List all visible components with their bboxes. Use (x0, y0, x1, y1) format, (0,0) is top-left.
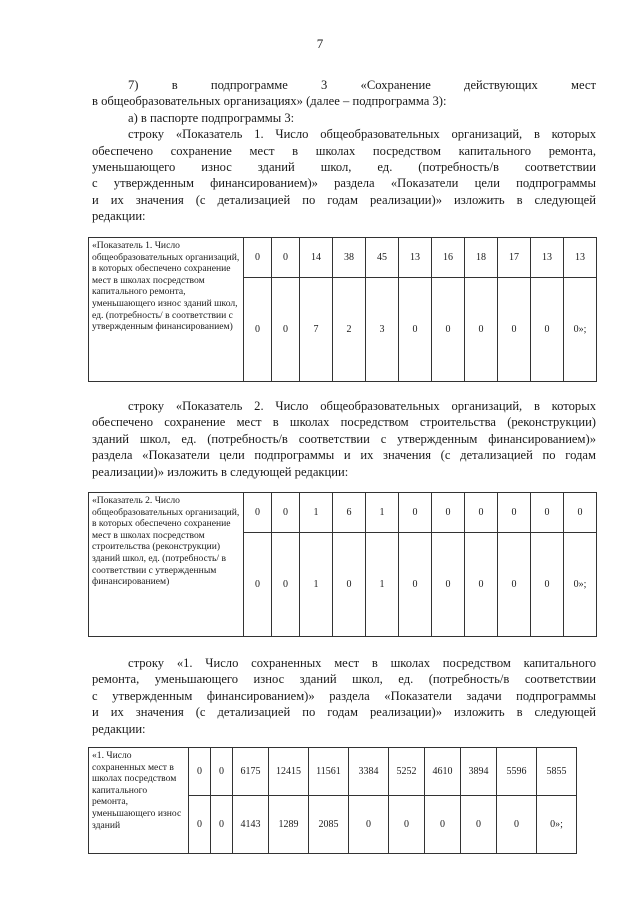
table-cell: 0 (399, 533, 432, 637)
table-cell: 0 (432, 278, 465, 382)
text-line: обеспечено сохранение мест в школах посредством капитального ремонта, (92, 143, 596, 158)
table-cell: 5252 (389, 748, 425, 796)
text-line: строку «1. Число сохраненных мест в школах посредством капитального (128, 656, 596, 670)
table-cell: 0»; (564, 533, 597, 637)
table-cell: 0 (399, 493, 432, 533)
text-line: обеспечено сохранение мест в школах посредством строительства (реконструкции) (92, 415, 596, 430)
text-line: ремонта, уменьшающего износ зданий школ, ед. (потребность/в соответствии (92, 672, 596, 687)
table-cell: 0 (531, 533, 564, 637)
table-cell: 3 (366, 278, 399, 382)
table-cell: 17 (498, 238, 531, 278)
table-cell: 0 (498, 278, 531, 382)
table-cell: 4143 (233, 796, 269, 854)
table-cell: 5596 (497, 748, 537, 796)
table-cell: 0 (272, 278, 300, 382)
table-cell: 45 (366, 238, 399, 278)
table-cell: 11561 (309, 748, 349, 796)
text-line: и их значения (с детализацией по годам реализации)» изложить в следующей (92, 705, 596, 720)
table-cell: 18 (465, 238, 498, 278)
table-cell: 1 (366, 533, 399, 637)
table-cell: 0 (425, 796, 461, 854)
table-cell: 0 (465, 533, 498, 637)
table-cell: 14 (300, 238, 333, 278)
table-cell: 0 (432, 493, 465, 533)
text-line: а) в паспорте подпрограммы 3: (128, 110, 295, 125)
text-line: реализации)» изложить в следующей редакции: (92, 464, 349, 479)
table-cell: 0»; (564, 278, 597, 382)
table-cell: 0 (211, 796, 233, 854)
table-cell: 6175 (233, 748, 269, 796)
table-cell: 4610 (425, 748, 461, 796)
table-cell: 13 (399, 238, 432, 278)
table-cell: 0 (399, 278, 432, 382)
table-cell: 0 (244, 238, 272, 278)
table-cell: 12415 (269, 748, 309, 796)
table-cell: 7 (300, 278, 333, 382)
table-cell: 0 (461, 796, 497, 854)
text-line: строку «Показатель 2. Число общеобразовательных организаций, в которых (128, 399, 596, 413)
text-line: с утвержденным финансированием)» раздела «Показатели задачи подпрограммы (92, 688, 596, 703)
table-cell: 6 (333, 493, 366, 533)
text-line: и их значения (с детализацией по годам реализации)» изложить в следующей (92, 192, 596, 207)
text-line: редакции: (92, 721, 146, 736)
table-cell: 0»; (537, 796, 577, 854)
table-cell: 0 (498, 533, 531, 637)
table-cell: 0 (272, 493, 300, 533)
text-line: 7) в подпрограмме 3 «Сохранение действующих мест (128, 78, 596, 92)
table-cell: 0 (333, 533, 366, 637)
table-cell: 2085 (309, 796, 349, 854)
text-line: строку «Показатель 1. Число общеобразовательных организаций, в которых (128, 127, 596, 142)
table-cell: 0 (531, 278, 564, 382)
paragraph-1 (92, 77, 596, 225)
page-number: 7 (316, 36, 324, 51)
table-cell: 0 (189, 796, 211, 854)
indicator-label: «Показатель 1. Число общеобразовательных организаций, в которых обеспечено сохранение мест в школах посредством капитального ремонта, уменьшающего износ зданий школ, ед. (потребность/ в соответствии с утвержденным финансированием) (89, 238, 244, 382)
table-cell: 0 (244, 278, 272, 382)
table-cell: 0 (465, 278, 498, 382)
table-cell: 5855 (537, 748, 577, 796)
text-line: с утвержденным финансированием)» раздела «Показатели цели подпрограммы (92, 176, 596, 191)
table-cell: 0 (465, 493, 498, 533)
table-cell: 1 (366, 493, 399, 533)
indicator-label: «Показатель 2. Число общеобразовательных организаций, в которых обеспечено сохранение мест в школах посредством строительства (реконструкции) зданий школ, ед. (потребность/ в соответствии с утвержденным финансированием) (89, 493, 244, 637)
table-cell: 0 (211, 748, 233, 796)
indicator-label: «1. Число сохраненных мест в школах посредством капитального ремонта, уменьшающего износ зданий (89, 748, 189, 854)
table-cell: 16 (432, 238, 465, 278)
table-cell: 1 (300, 533, 333, 637)
text-line: в общеобразовательных организациях» (далее – подпрограмма 3): (92, 94, 447, 109)
paragraph-2 (92, 398, 596, 480)
table-cell: 13 (564, 238, 597, 278)
table-cell: 0 (272, 533, 300, 637)
paragraph-3 (92, 655, 596, 737)
table-cell: 0 (244, 493, 272, 533)
table-cell: 0 (564, 493, 597, 533)
table-cell: 0 (498, 493, 531, 533)
table-cell: 3894 (461, 748, 497, 796)
table-cell: 3384 (349, 748, 389, 796)
table-cell: 13 (531, 238, 564, 278)
table-cell: 1289 (269, 796, 309, 854)
text-line: уменьшающего износ зданий школ, ед. (потребность/в соответствии (92, 160, 596, 175)
table-cell: 0 (389, 796, 425, 854)
table-cell: 1 (300, 493, 333, 533)
table-cell: 0 (349, 796, 389, 854)
text-line: зданий школ, ед. (потребность/в соответствии с утвержденным финансированием)» (92, 431, 596, 446)
table-cell: 38 (333, 238, 366, 278)
table-cell: 0 (432, 533, 465, 637)
table-cell: 0 (272, 238, 300, 278)
indicator-table-3 (88, 747, 577, 854)
table-cell: 0 (189, 748, 211, 796)
table-cell: 2 (333, 278, 366, 382)
table-cell: 0 (497, 796, 537, 854)
indicator-table-1 (88, 237, 597, 382)
table-cell: 0 (244, 533, 272, 637)
text-line: редакции: (92, 209, 146, 224)
text-line: раздела «Показатели цели подпрограммы и их значения (с детализацией по годам (92, 448, 596, 463)
table-cell: 0 (531, 493, 564, 533)
indicator-table-2 (88, 492, 597, 637)
